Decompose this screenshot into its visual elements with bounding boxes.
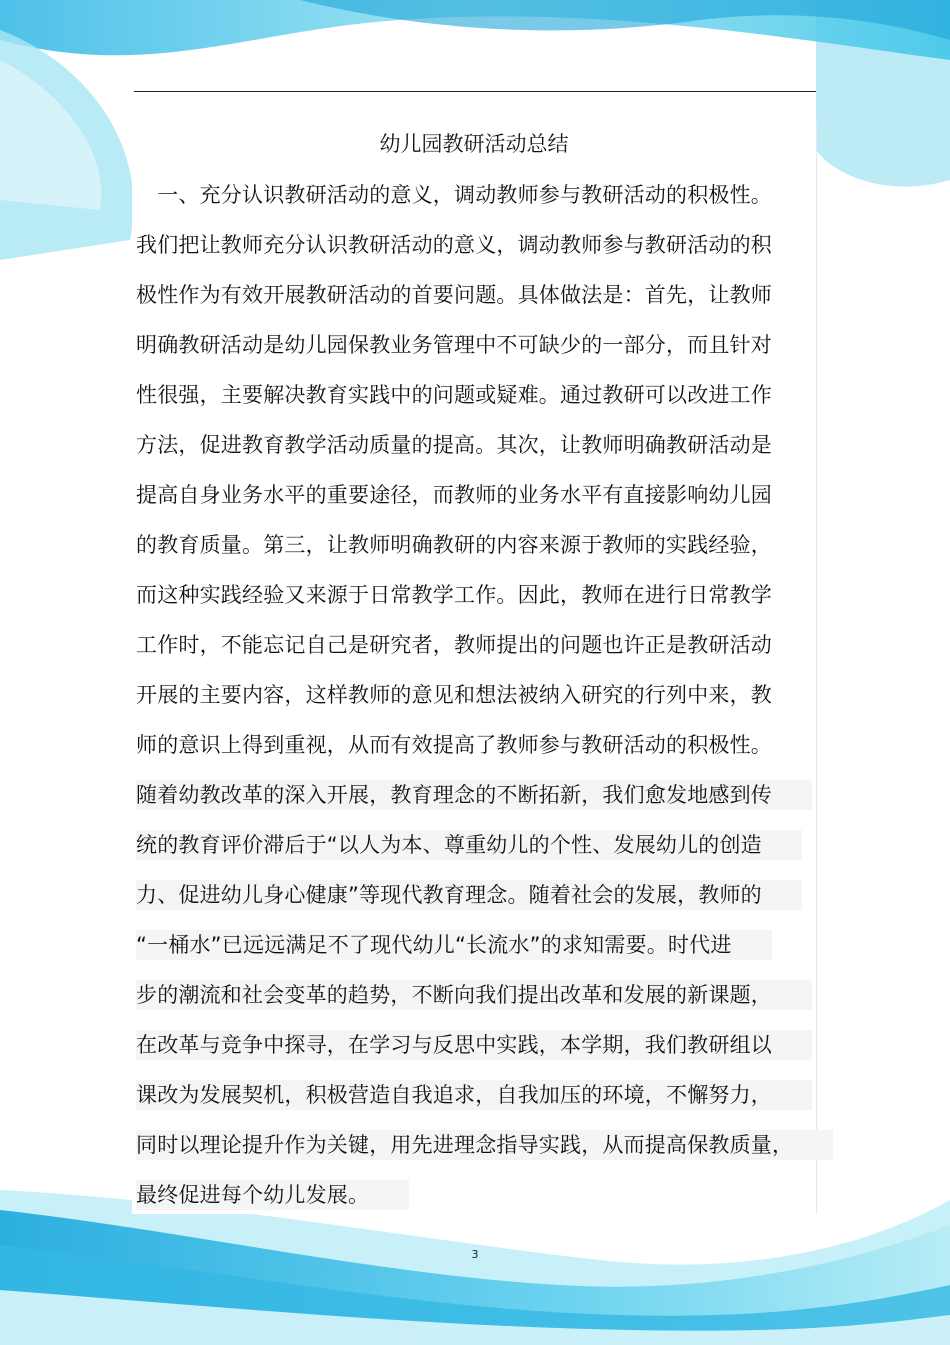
text-line: “一桶水”已远远满足不了现代幼儿“长流水”的求知需要。时代进 [136, 930, 816, 980]
text-line: 方法，促进教育教学活动质量的提高。其次，让教师明确教研活动是 [136, 433, 772, 457]
text-line: 同时以理论提升作为关键，用先进理念指导实践，从而提高保教质量， [136, 1130, 816, 1180]
header-rule [134, 91, 816, 92]
text-line: 开展的主要内容，这样教师的意见和想法被纳入研究的行列中来，教 [136, 683, 772, 707]
document-title: 幼儿园教研活动总结 [379, 132, 569, 156]
body-text [136, 180, 816, 1230]
text-line: 随着幼教改革的深入开展，教育理念的不断拓新，我们愈发地感到传 [136, 780, 816, 830]
text-line: 课改为发展契机，积极营造自我追求，自我加压的环境，不懈努力， [136, 1080, 816, 1130]
text-line: 统的教育评价滞后于“以人为本、尊重幼儿的个性、发展幼儿的创造 [136, 830, 816, 880]
text-line: 师的意识上得到重视，从而有效提高了教师参与教研活动的积极性。 [136, 733, 772, 757]
text-line: 的教育质量。第三，让教师明确教研的内容来源于教师的实践经验， [136, 533, 772, 557]
page-number: 3 [471, 1248, 479, 1261]
text-line: 一、充分认识教研活动的意义，调动教师参与教研活动的积极性。 [136, 183, 772, 207]
text-line: 性很强，主要解决教育实践中的问题或疑难。通过教研可以改进工作 [136, 383, 772, 407]
text-line: 我们把让教师充分认识教研活动的意义，调动教师参与教研活动的积 [136, 233, 772, 257]
text-line: 步的潮流和社会变革的趋势，不断向我们提出改革和发展的新课题， [136, 980, 816, 1030]
text-line: 在改革与竞争中探寻，在学习与反思中实践，本学期，我们教研组以 [136, 1030, 816, 1080]
text-line: 提高自身业务水平的重要途径，而教师的业务水平有直接影响幼儿园 [136, 483, 772, 507]
text-line: 极性作为有效开展教研活动的首要问题。具体做法是：首先，让教师 [136, 283, 772, 307]
text-line: 工作时，不能忘记自己是研究者，教师提出的问题也许正是教研活动 [136, 633, 772, 657]
text-line: 力、促进幼儿身心健康”等现代教育理念。随着社会的发展，教师的 [136, 880, 816, 930]
text-line: 而这种实践经验又来源于日常教学工作。因此，教师在进行日常教学 [136, 583, 772, 607]
text-line: 明确教研活动是幼儿园保教业务管理中不可缺少的一部分，而且针对 [136, 333, 772, 357]
text-line: 最终促进每个幼儿发展。 [136, 1180, 816, 1230]
